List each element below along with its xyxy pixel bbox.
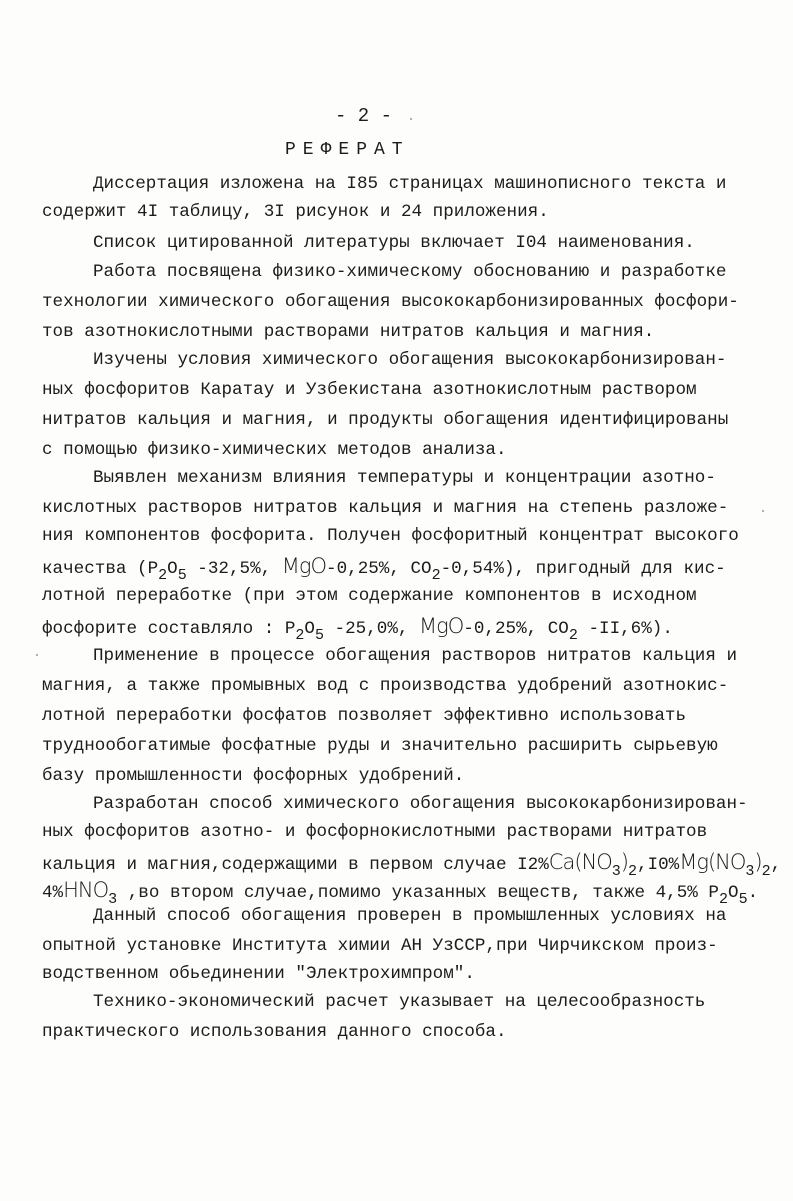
text-line	[42, 1022, 507, 1042]
text-segment: практического использования данного способа.	[42, 1022, 507, 1042]
page-title: РЕФЕРАТ	[285, 140, 410, 160]
text-line	[42, 706, 686, 726]
text-segment: содержит 4I таблицу, 3I рисунок и 24 приложения.	[42, 202, 549, 222]
text-segment: -0,25%, CO	[463, 619, 569, 639]
text-line	[93, 233, 695, 253]
text-line	[93, 174, 726, 194]
text-line	[42, 878, 759, 908]
text-segment: лотной переработки фосфатов позволяет эффективно использовать	[42, 706, 687, 726]
text-line	[42, 736, 718, 756]
text-segment: -25,0%,	[324, 619, 420, 639]
text-line	[42, 766, 464, 786]
subscript: 5	[314, 627, 324, 644]
text-segment: Разработан способ химического обогащения высококарбонизирован-	[93, 794, 748, 814]
text-segment: тов азотнокислотными растворами нитратов кальция и магния.	[42, 322, 655, 342]
text-segment: ных фосфоритов азотно- и фосфорнокислотными растворами нитратов	[42, 822, 708, 842]
text-line	[42, 322, 654, 342]
text-segment: магния, а также промывных вод с производства удобрений азотнокис-	[42, 676, 729, 696]
text-segment: опытной установке Института химии АН УзССР,при Чирчикском произ-	[42, 936, 718, 956]
text-line	[93, 468, 716, 488]
text-segment: Применение в процессе обогащения растворов нитратов кальция и	[93, 646, 738, 666]
text-line	[42, 410, 728, 430]
handwritten-formula: MgO	[419, 614, 464, 638]
text-line	[93, 992, 705, 1012]
subscript: 2	[295, 627, 305, 644]
text-line	[42, 440, 507, 460]
handwritten-formula: )	[754, 850, 762, 874]
subscript: 3	[745, 863, 755, 880]
subscript: 2	[568, 627, 578, 644]
text-segment: качества (P	[42, 559, 159, 579]
subscript: 5	[177, 567, 187, 584]
text-segment: Технико-экономический расчет указывает на целесообразность	[93, 992, 706, 1012]
text-line	[42, 380, 697, 400]
text-segment: -II,6%).	[577, 619, 673, 639]
text-segment: .	[747, 883, 759, 903]
text-line	[93, 646, 737, 666]
text-segment: -32,5%,	[186, 559, 282, 579]
subscript: 3	[611, 863, 621, 880]
page-number: - 2 -	[335, 105, 393, 127]
text-segment: -0,54%), пригодный для кис-	[440, 559, 726, 579]
text-segment: O	[167, 559, 178, 579]
handwritten-formula: Mg(NO	[679, 850, 746, 874]
text-line	[93, 906, 726, 926]
text-segment: Работа посвящена физико-химическому обоснованию и разработке	[93, 262, 727, 282]
text-line	[42, 554, 726, 584]
text-line	[42, 202, 549, 222]
text-segment: Выявлен механизм влияния температуры и концентрации азотно-	[93, 468, 716, 488]
text-segment: нитратов кальция и магния, и продукты обогащения идентифицированы	[42, 410, 729, 430]
text-segment: фосфорите составляло : P	[42, 619, 296, 639]
handwritten-formula: Ca(NO	[548, 850, 612, 874]
text-line	[93, 350, 726, 370]
subscript: 2	[761, 863, 771, 880]
text-line	[93, 794, 748, 814]
text-segment: ния компонентов фосфорита. Получен фосфоритный концентрат высокого	[42, 526, 739, 546]
text-line	[93, 262, 726, 282]
scan-speck	[36, 654, 38, 656]
text-segment: O	[304, 619, 315, 639]
text-line	[42, 822, 707, 842]
subscript: 3	[108, 891, 118, 908]
text-segment: Изучены условия химического обогащения высококарбонизирован-	[93, 350, 727, 370]
text-segment: с помощью физико-химических методов анализа.	[42, 440, 507, 460]
text-line	[42, 614, 673, 644]
handwritten-formula: MgO	[281, 554, 327, 578]
text-segment: лотной переработке (при этом содержание компонентов в исходном	[42, 586, 697, 606]
text-segment: Данный способ обогащения проверен в промышленных условиях на	[93, 906, 727, 926]
subscript: 2	[627, 863, 637, 880]
text-line	[42, 850, 782, 880]
text-segment: труднообогатимые фосфатные руды и значительно расширить сырьевую	[42, 736, 718, 756]
subscript: 2	[718, 891, 728, 908]
scan-speck	[410, 118, 412, 120]
text-line	[42, 498, 728, 518]
text-line	[42, 936, 718, 956]
text-segment: Диссертация изложена на I85 страницах машинописного текста и	[93, 174, 727, 194]
subscript: 5	[738, 891, 748, 908]
text-segment: 4%	[42, 883, 64, 903]
text-segment: технологии химического обогащения высококарбонизированных фосфори-	[42, 292, 739, 312]
text-line	[42, 676, 728, 696]
subscript: 2	[158, 567, 168, 584]
scan-speck	[762, 510, 764, 512]
text-segment: ,I0%	[637, 855, 680, 875]
handwritten-formula: )	[620, 850, 628, 874]
subscript: 2	[431, 567, 441, 584]
text-segment: Список цитированной литературы включает I04 наименования.	[93, 233, 695, 253]
text-segment: базу промышленности фосфорных удобрений.	[42, 766, 465, 786]
text-line	[42, 292, 739, 312]
text-segment: кислотных растворов нитратов кальция и магния на степень разложе-	[42, 498, 729, 518]
handwritten-formula: HNO	[63, 878, 109, 902]
text-segment: ных фосфоритов Каратау и Узбекистана азотнокислотным раствором	[42, 380, 697, 400]
text-line	[42, 586, 697, 606]
text-segment: ,	[770, 855, 782, 875]
text-line	[42, 964, 475, 984]
text-segment: -0,25%, CO	[326, 559, 432, 579]
text-segment: кальция и магния,содержащими в первом случае I2%	[42, 855, 549, 875]
text-line	[42, 526, 739, 546]
text-segment: ,во втором случае,помимо указанных веществ, также 4,5% P	[117, 883, 719, 903]
text-segment: O	[728, 883, 739, 903]
text-segment: водственном обьединении "Электрохимпром".	[42, 964, 475, 984]
